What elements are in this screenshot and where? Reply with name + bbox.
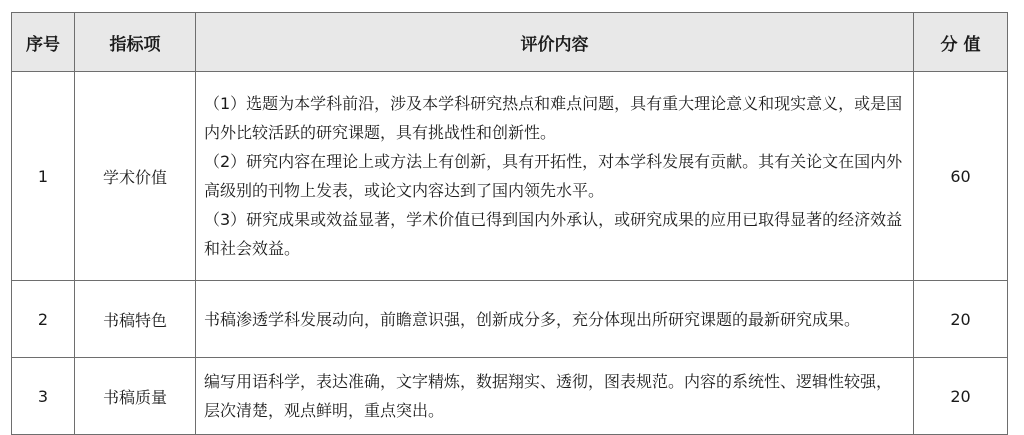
row-indicator: 书稿特色: [75, 281, 196, 358]
row-content: [196, 72, 914, 281]
row-content: [196, 281, 914, 358]
row-index: 2: [12, 281, 75, 358]
content-paragraph: （2）研究内容在理论上或方法上有创新，具有开拓性，对本学科发展有贡献。其有关论文在国内外高级别的刊物上发表，或论文内容达到了国内领先水平。: [204, 152, 903, 200]
table-row: [12, 72, 1008, 281]
table-row: [12, 358, 1008, 435]
row-content: [196, 358, 914, 435]
header-indicator: 指标项: [75, 13, 196, 72]
evaluation-table-container: [11, 12, 1007, 435]
table-header-row: [12, 13, 1008, 72]
row-score: 20: [914, 281, 1008, 358]
table-row: [12, 281, 1008, 358]
content-paragraph: （1）选题为本学科前沿，涉及本学科研究热点和难点问题，具有重大理论意义和现实意义，或是国内外比较活跃的研究课题，具有挑战性和创新性。: [204, 94, 903, 142]
row-index: 3: [12, 358, 75, 435]
row-index: 1: [12, 72, 75, 281]
content-paragraph: 编写用语科学，表达准确，文字精炼，数据翔实、透彻，图表规范。内容的系统性、逻辑性较强，层次清楚，观点鲜明，重点突出。: [204, 372, 893, 420]
header-score: 分 值: [914, 13, 1008, 72]
row-indicator: 书稿质量: [75, 358, 196, 435]
header-content: 评价内容: [196, 13, 914, 72]
header-index: 序号: [12, 13, 75, 72]
row-score: 60: [914, 72, 1008, 281]
row-indicator: 学术价值: [75, 72, 196, 281]
content-paragraph: 书稿渗透学科发展动向，前瞻意识强，创新成分多，充分体现出所研究课题的最新研究成果。: [204, 309, 861, 329]
evaluation-table: [11, 12, 1008, 435]
content-paragraph: （3）研究成果或效益显著，学术价值已得到国内外承认，或研究成果的应用已取得显著的经济效益和社会效益。: [204, 210, 903, 258]
row-score: 20: [914, 358, 1008, 435]
